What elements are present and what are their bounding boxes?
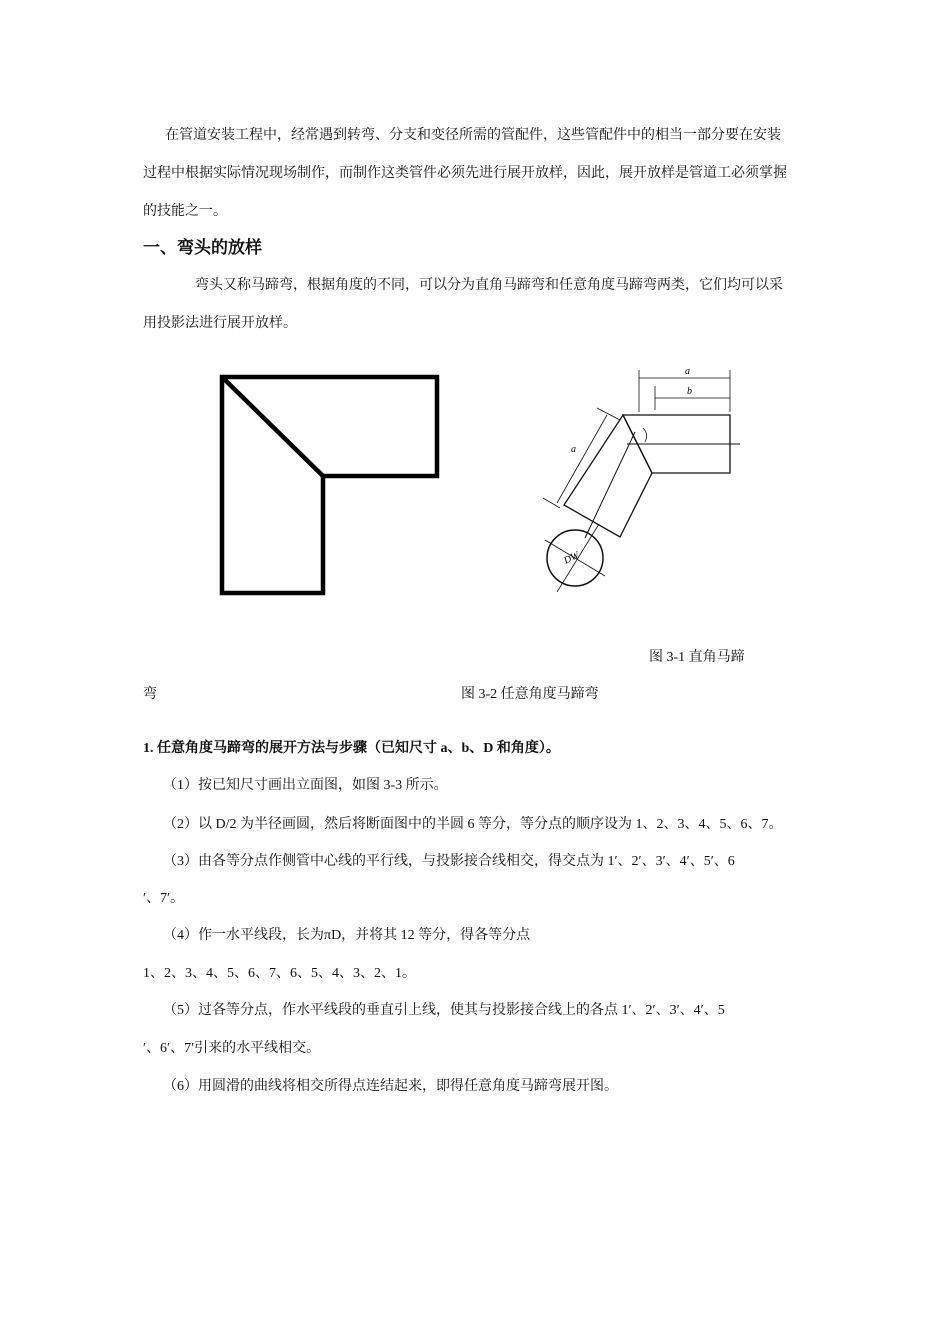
dimension-b-label: b: [687, 386, 692, 397]
caption-fig-3-1-part1: 图 3-1 直角马蹄: [649, 650, 745, 665]
step-3-line-1: （3）由各等分点作侧管中心线的平行线，与投影接合线相交，得交点为 1′、2′、3′、4′、5′、6: [163, 854, 735, 869]
intro-line-2: 过程中根据实际情况现场制作，而制作这类管件必须先进行展开放样，因此，展开放样是管道工必须掌握: [143, 166, 787, 181]
intro-line-1: 在管道安装工程中，经常遇到转弯、分支和变径所需的管配件，这些管配件中的相当一部分要在安装: [165, 128, 781, 143]
caption-fig-3-1-part2: 弯: [143, 687, 157, 702]
step-4-line-2: 1、2、3、4、5、6、7、6、5、4、3、2、1。: [143, 966, 416, 981]
step-4-line-1: （4）作一水平线段，长为πD，并将其 12 等分，得各等分点: [163, 928, 531, 943]
right-angle-elbow-figure: [215, 370, 445, 600]
dimension-a-top-label: a: [685, 366, 690, 377]
arbitrary-angle-elbow-figure: [535, 360, 745, 600]
step-2: （2）以 D/2 为半径画圆，然后将断面图中的半圆 6 等分，等分点的顺序设为 1、2、3、4、5、6、7。: [163, 817, 783, 832]
circle-dw-label: DW: [562, 550, 581, 567]
step-3-line-2: ′、7′。: [143, 891, 185, 906]
dimension-a-side-label: a: [571, 444, 576, 455]
section-para-line-2: 用投影法进行展开放样。: [143, 316, 297, 331]
step-5-line-2: ′、6′、7′引来的水平线相交。: [143, 1041, 321, 1056]
step-1: （1）按已知尺寸画出立面图，如图 3-3 所示。: [163, 778, 448, 793]
subsection-heading: 1. 任意角度马蹄弯的展开方法与步骤（已知尺寸 a、b、D 和角度）。: [143, 741, 560, 756]
intro-line-3: 的技能之一。: [143, 204, 227, 219]
section-heading: 一、弯头的放样: [143, 238, 262, 258]
step-5-line-1: （5）过各等分点，作水平线段的垂直引上线，使其与投影接合线上的各点 1′、2′、3′、4′、5: [163, 1003, 725, 1018]
section-para-line-1: 弯头又称马蹄弯，根据角度的不同，可以分为直角马蹄弯和任意角度马蹄弯两类，它们均可以采: [195, 278, 783, 293]
step-6: （6）用圆滑的曲线将相交所得点连结起来，即得任意角度马蹄弯展开图。: [163, 1079, 618, 1094]
caption-fig-3-2: 图 3-2 任意角度马蹄弯: [461, 687, 599, 702]
